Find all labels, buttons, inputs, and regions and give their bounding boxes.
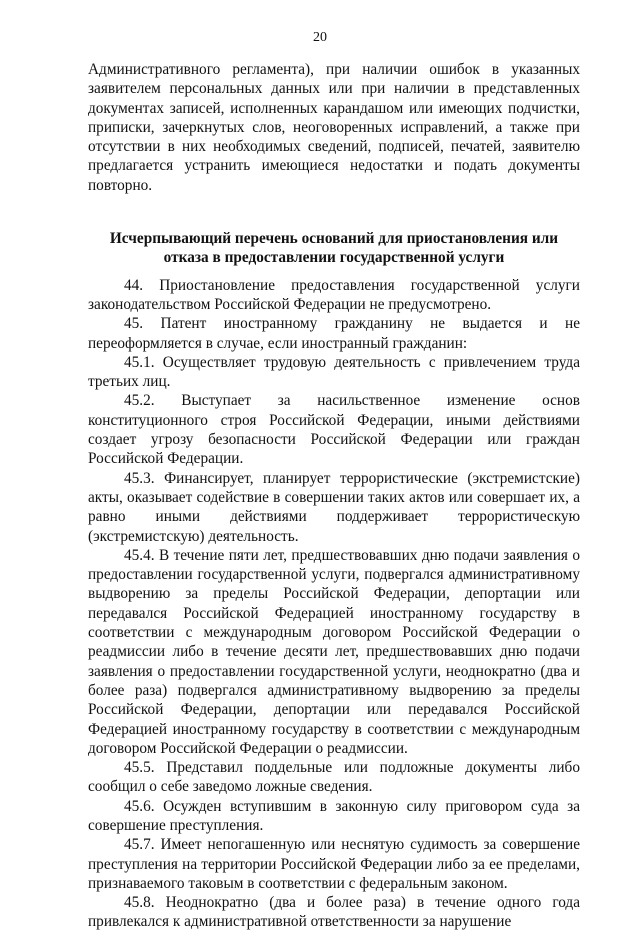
document-body [88, 60, 580, 932]
paragraph-45-8: 45.8. Неоднократно (два и более раза) в течение одного года привлекался к административной ответственности за нарушение [88, 894, 580, 931]
paragraph-44: 44. Приостановление предоставления государственной услуги законодательством Российской Федерации не предусмотрено. [88, 276, 580, 313]
page-number: 20 [313, 30, 327, 45]
paragraph-45-4: 45.4. В течение пяти лет, предшествовавших дню подачи заявления о предоставлении государственной услуги, подвергался административному выдворению за пределы Российской Федерации, депортации или передавался Российской Федерацией иностранному государству в соответствии с международным договором Российской Федерации о реадмиссии либо в течение десяти лет, предшествовавших дню подачи заявления о предоставлении государственной услуги, неоднократно (два и более раза) подвергался административному выдворению за пределы Российской Федерации, депортации или передавался Российской Федерацией иностранному государству в соответствии с международным договором Российской Федерации о реадмиссии. [88, 546, 580, 757]
section-heading [88, 229, 580, 268]
paragraph-45-6: 45.6. Осужден вступившим в законную силу приговором суда за совершение преступления. [88, 797, 580, 834]
paragraph-45: 45. Патент иностранному гражданину не выдается и не переоформляется в случае, если иностранный гражданин: [88, 315, 580, 352]
paragraph-45-3: 45.3. Финансирует, планирует террористические (экстремистские) акты, оказывает содействие в совершении таких актов или совершает их, а равно иными действиями поддерживает террористическую (экстремистскую) деятельность. [88, 469, 580, 545]
paragraph-45-2: 45.2. Выступает за насильственное изменение основ конституционного строя Российской Федерации, иными действиями создает угрозу безопасности Российской Федерации или граждан Российской Федерации. [88, 392, 580, 468]
paragraph-45-5: 45.5. Представил поддельные или подложные документы либо сообщил о себе заведомо ложные сведения. [88, 759, 580, 796]
section-heading-line-1: Исчерпывающий перечень оснований для приостановления или [109, 230, 559, 248]
paragraph-45-1: 45.1. Осуществляет трудовую деятельность с привлечением труда третьих лиц. [88, 353, 580, 391]
section-heading-line-2: отказа в предоставлении государственной услуги [163, 249, 505, 267]
intro-paragraph: Административного регламента), при наличии ошибок в указанных заявителем персональных данных или при наличии в представленных документах записей, исполненных карандашом или имеющих подчистки, приписки, зачеркнутых слов, неоговоренных исправлений, а также при отсутствии в них необходимых сведений, подписей, печатей, заявителю предлагается устранить имеющиеся недостатки и подать документы повторно. [88, 61, 580, 194]
paragraph-45-7: 45.7. Имеет непогашенную или неснятую судимость за совершение преступления на территории Российской Федерации либо за ее пределами, признаваемого таковым в соответствии с федеральным законом. [88, 836, 580, 892]
